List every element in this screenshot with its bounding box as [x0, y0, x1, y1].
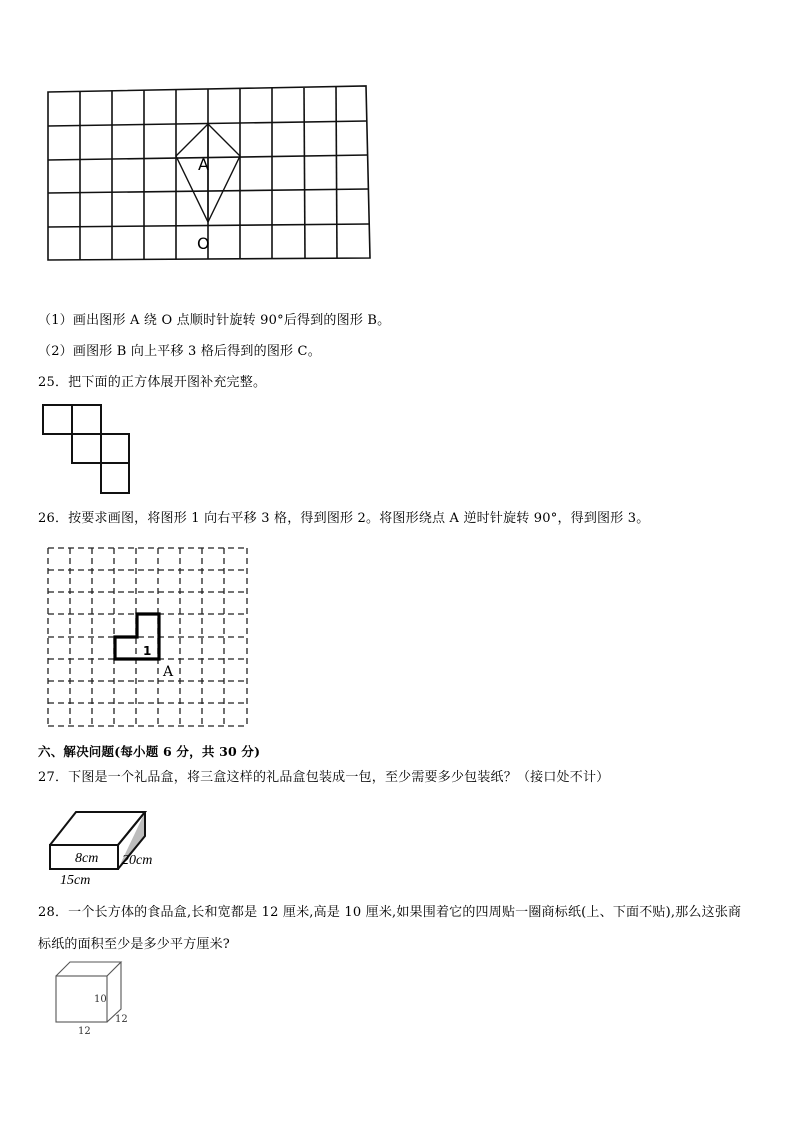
q24-label-a: A	[198, 155, 209, 174]
q24-label-o: O	[197, 234, 210, 253]
q26-question: 26．按要求画图，将图形 1 向右平移 3 格，得到图形 2。将图形绕点 A 逆时针旋转 90°，得到图形 3。	[38, 511, 650, 526]
q27-dim-height: 8cm	[75, 851, 99, 866]
q28-question-line-1: 28．一个长方体的食品盒,长和宽都是 12 厘米,高是 10 厘米,如果围着它的四周贴一圈商标纸(上、下面不贴),那么这张商	[38, 905, 742, 920]
q27-question: 27．下图是一个礼品盒，将三盒这样的礼品盒包装成一包，至少需要多少包装纸？（接口处不计）	[38, 770, 610, 785]
q26-point-label: A	[163, 664, 174, 680]
q28-dim-width: 12	[115, 1014, 128, 1025]
section-6-heading: 六、解决问题(每小题 6 分，共 30 分)	[38, 744, 261, 759]
q24-instruction-1: （1）画出图形 A 绕 O 点顺时针旋转 90°后得到的图形 B。	[38, 313, 391, 328]
q28-dim-height: 10	[94, 994, 107, 1005]
q28-dim-length: 12	[78, 1026, 91, 1037]
q27-dim-length: 15cm	[60, 873, 91, 888]
q28-question-line-2: 标纸的面积至少是多少平方厘米?	[38, 937, 230, 952]
q27-dim-width: 20cm	[122, 853, 153, 868]
q24-instruction-2: （2）画图形 B 向上平移 3 格后得到的图形 C。	[38, 344, 321, 359]
q25-question: 25．把下面的正方体展开图补充完整。	[38, 375, 267, 390]
q26-shape-label: 1	[143, 644, 152, 658]
